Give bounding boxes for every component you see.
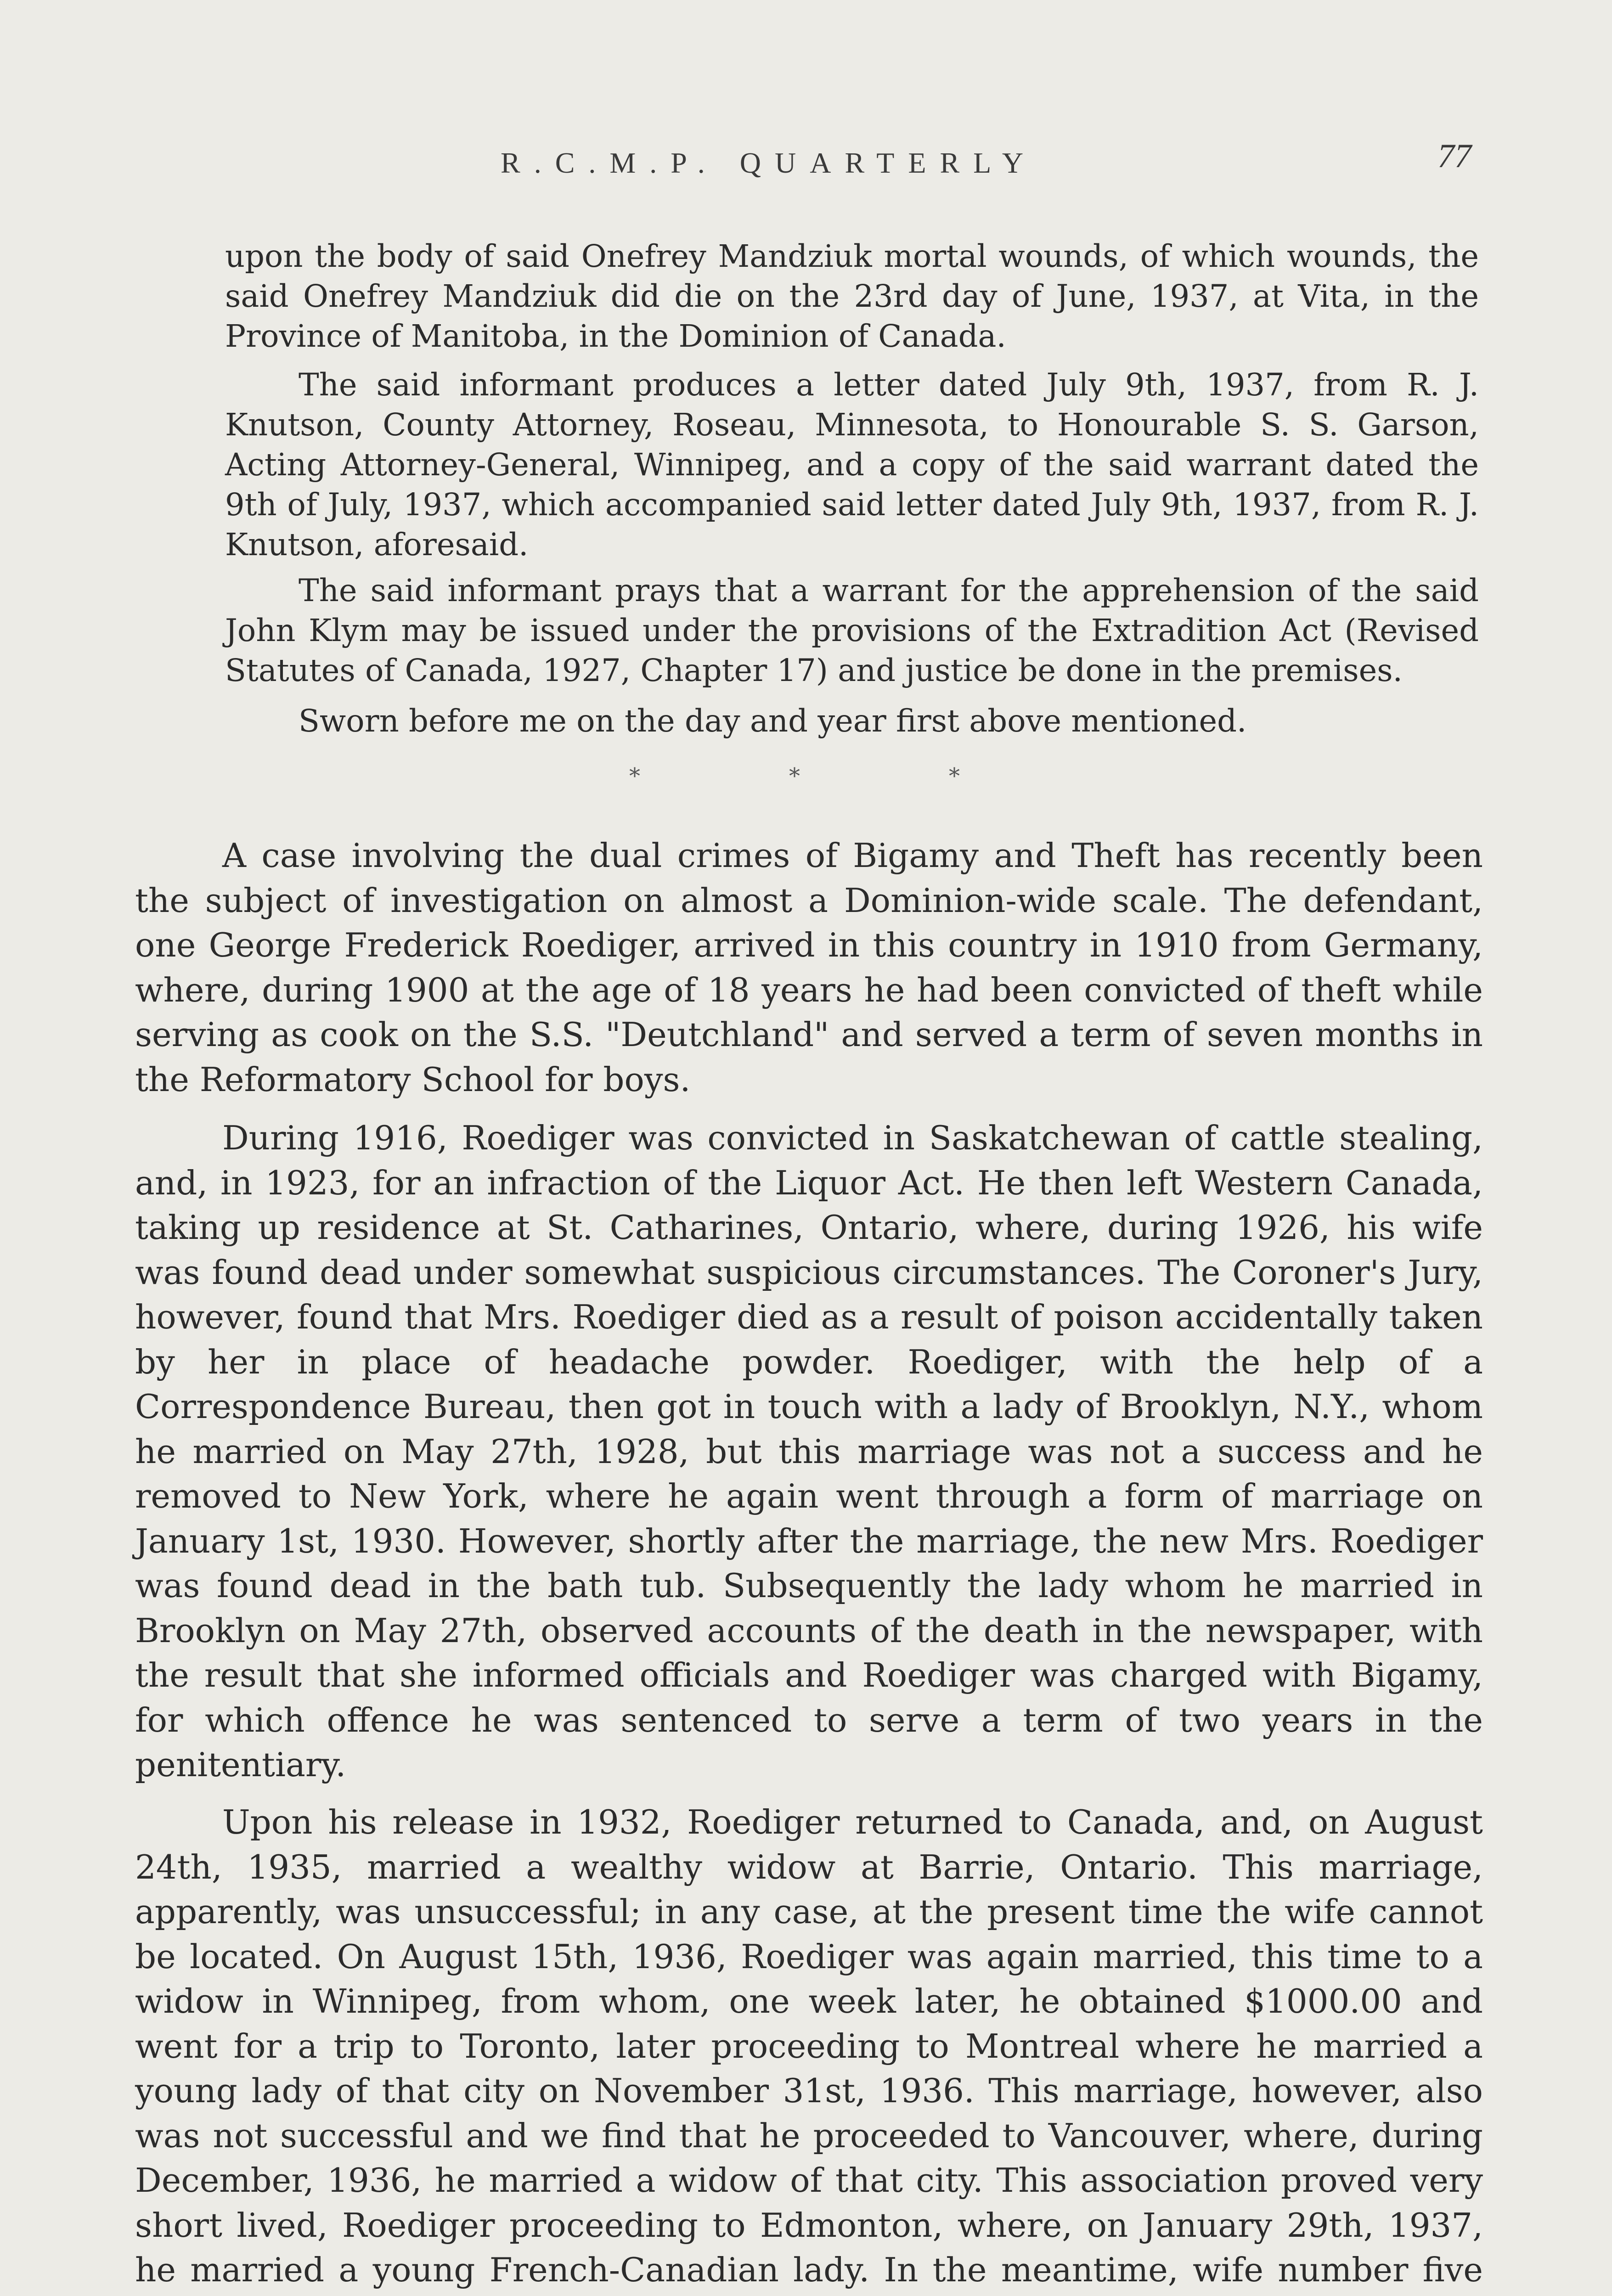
paragraph-warrant <box>225 571 1479 691</box>
paragraph-wounds <box>225 236 1479 356</box>
asterisk: * <box>789 763 800 789</box>
running-title: R.C.M.P. QUARTERLY <box>501 146 1037 179</box>
paragraph-text: upon the body of said Onefrey Mandziuk mortal wounds, of which wounds, the said Onefrey Mandziuk did die on the 23rd day of June, 1937, at Vita, in the Province of Manitoba, in the Dominion of Canada. <box>225 238 1479 354</box>
paragraph-text: Sworn before me on the day and year first above mentioned. <box>299 703 1247 739</box>
page-number: 77 <box>1437 137 1471 175</box>
paragraph-1916 <box>135 1116 1483 1788</box>
paragraph-1932 <box>135 1800 1483 2296</box>
paragraph-text: The said informant produces a letter dated July 9th, 1937, from R. J. Knutson, County Attorney, Roseau, Minnesota, to Honourable S. S. Garson, Acting Attorney-General, Winnipeg, and a copy of the said warrant dated the 9th of July, 1937, which accompanied said letter dated July 9th, 1937, from R. J. Knutson, aforesaid. <box>225 367 1479 563</box>
paragraph-sworn <box>225 701 1479 741</box>
asterisk: * <box>949 763 960 789</box>
asterisk: * <box>629 763 640 789</box>
paragraph-case <box>135 833 1483 1102</box>
paragraph-letter <box>225 365 1479 565</box>
paragraph-text: A case involving the dual crimes of Bigamy and Theft has recently been the subject of investigation on almost a Dominion-wide scale. The defendant, one George Frederick Roediger, arrived in this country in 1910 from Germany, where, during 1900 at the age of 18 years he had been convicted of theft while serving as cook on the S.S. "Deutchland" and served a term of seven months in the Reformatory School for boys. <box>135 836 1483 1099</box>
paragraph-text: Upon his release in 1932, Roediger returned to Canada, and, on August 24th, 1935, married a wealthy widow at Barrie, Ontario. This marriage, apparently, was unsuccessful; in any case, at the present time the wife cannot be located. On August 15th, 1936, Roediger was again married, this time to a widow in Winnipeg, from whom, one week later, he obtained $1000.00 and went for a trip to Toronto, later proceeding to Montreal where he married a young lady of that city on November 31st, 1936. This marriage, however, also was not successful and we find that he proceeded to Vancouver, where, during December, 1936, he married a widow of that city. This association proved very short lived, Roediger proceeding to Edmonton, where, on January 29th, 1937, he married a young French-Canadian lady. In the meantime, wife number five <box>135 1803 1483 2289</box>
paragraph-text: During 1916, Roediger was convicted in Saskatchewan of cattle stealing, and, in 1923, for an infraction of the Liquor Act. He then left Western Canada, taking up residence at St. Catharines, Ontario, where, during 1926, his wife was found dead under somewhat suspicious circumstances. The Coroner's Jury, however, found that Mrs. Roediger died as a result of poison accidentally taken by her in place of headache powder. Roediger, with the help of a Correspondence Bureau, then got in touch with a lady of Brooklyn, N.Y., whom he married on May 27th, 1928, but this marriage was not a success and he removed to New York, where he again went through a form of marriage on January 1st, 1930. However, shortly after the marriage, the new Mrs. Roediger was found dead in the bath tub. Subsequently the lady whom he married in Brooklyn on May 27th, observed accounts of the death in the newspaper, with the result that she informed officials and Roediger was charged with Bigamy, for which offence he was sentenced to serve a term of two years in the penitentiary. <box>135 1119 1483 1784</box>
paragraph-text: The said informant prays that a warrant for the apprehension of the said John Klym may be issued under the provisions of the Extradition Act (Revised Statutes of Canada, 1927, Chapter 17) and justice be done in the premises. <box>225 573 1479 688</box>
section-separator <box>629 763 960 789</box>
